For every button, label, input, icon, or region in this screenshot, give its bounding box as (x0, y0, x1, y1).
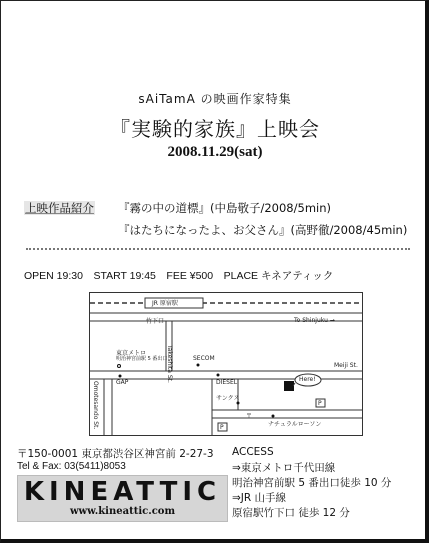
film-2: 『はたちになったよ、お父さん』(高野徹/2008/45min) (118, 223, 408, 237)
map-label-takeshita-st: Takeshita St. (166, 345, 173, 383)
postal-address: 〒150-0001 東京都渋谷区神宮前 2-27-3 (17, 448, 214, 460)
access-line-2: 明治神宮前駅 5 番出口徒歩 10 分 (232, 477, 392, 489)
map-label-to-shinjuku: To Shinjuku → (294, 317, 335, 324)
map-label-sunkus: サンクス (216, 395, 240, 402)
map-label-takeshita-gate: 竹下口 (146, 318, 165, 325)
program-label (24, 200, 95, 216)
event-date: 2008.11.29(sat) (167, 144, 263, 160)
access-line-3: ⇒JR 山手線 (232, 492, 287, 504)
program-label-text: 上映作品紹介 (25, 201, 94, 215)
event-info: OPEN 19:30 START 19:45 FEE ¥500 PLACE キネアティック (24, 270, 334, 282)
map-label-metro: 東京メトロ (116, 350, 147, 357)
map-label-post-office: 〒 (246, 413, 253, 420)
map-label-omotesando-st: Omotesando St. (92, 381, 99, 430)
map-label-jr-harajuku: JR 原宿駅 (152, 300, 178, 307)
map-label-diesel: DIESEL (216, 379, 238, 386)
map-label-meiji-st: Meiji St. (334, 362, 358, 369)
map-label-here: Here! (299, 376, 316, 383)
map-drawing (90, 293, 362, 435)
tel-fax: Tel & Fax: 03(5411)8053 (17, 461, 126, 472)
map-label-natural-lawson: ナチュラルローソン (268, 421, 322, 428)
access-line-1: ⇒東京メトロ千代田線 (232, 462, 336, 474)
map-label-parking: P (318, 400, 322, 407)
access-map (89, 292, 363, 436)
event-subtitle: sAiTamA の映画作家特集 (138, 92, 292, 106)
logo-url: www.kineattic.com (69, 506, 176, 517)
kineattic-logo (17, 475, 228, 522)
dotted-divider (26, 248, 410, 250)
access-title: ACCESS (232, 446, 274, 458)
map-label-parking-2: P (220, 424, 224, 431)
map-label-metro-exit: 明治神宮前駅 5 番出口 (116, 356, 168, 362)
event-title: 『実験的家族』上映会 (110, 117, 320, 141)
film-1: 『霧の中の道標』(中島敬子/2008/5min) (118, 201, 331, 215)
logo-name: KINEATTIC (23, 477, 222, 507)
access-line-4: 原宿駅竹下口 徒歩 12 分 (232, 507, 350, 519)
map-label-gap: GAP (116, 379, 129, 386)
map-label-secom: SECOM (193, 355, 215, 362)
